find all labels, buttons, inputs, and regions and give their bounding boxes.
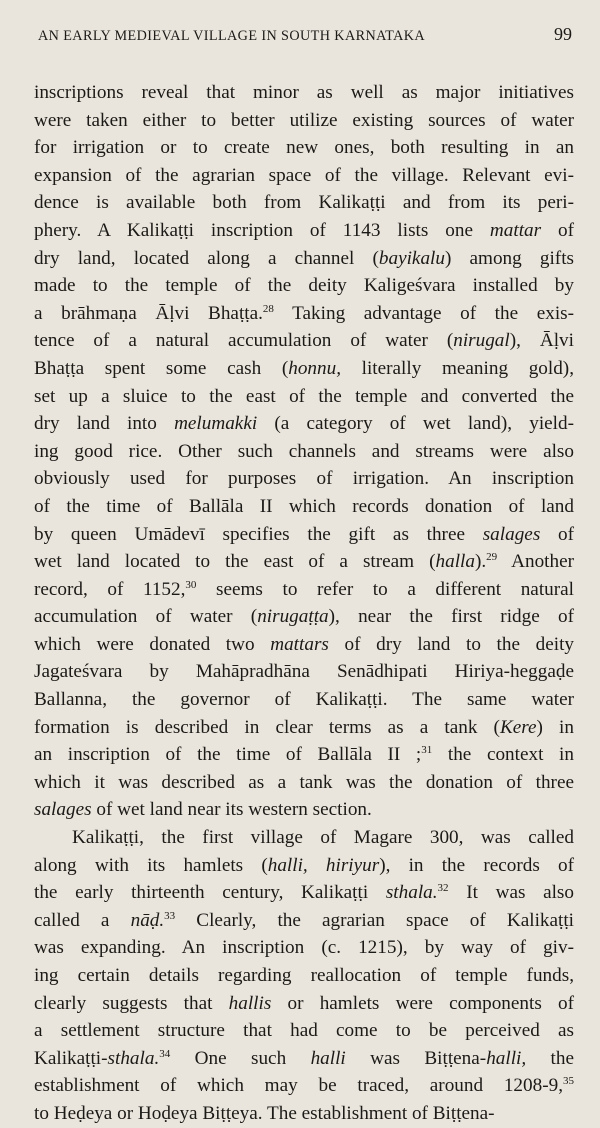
- text-run: ) in: [536, 716, 574, 738]
- footnote-ref: 35: [563, 1075, 574, 1088]
- text-line: [26, 879, 574, 907]
- text-run: for irrigation or to create new ones, both resulting in an: [34, 137, 574, 159]
- text-run: Jagateśvara by Mahāpradhāna Senādhipati Hiriya-heggaḍe: [34, 661, 574, 683]
- text-line: [26, 852, 574, 880]
- text-run: set up a sluice to the east of the temple and converted the: [34, 385, 574, 407]
- text-line: [26, 493, 574, 521]
- text-run: Another: [497, 551, 574, 573]
- text-line: [26, 934, 574, 962]
- text-line: [26, 824, 574, 852]
- text-run: Taking advantage of the exis-: [273, 302, 575, 324]
- running-title: AN EARLY MEDIEVAL VILLAGE IN SOUTH KARNATAKA: [38, 28, 426, 44]
- text-run: were taken either to better utilize existing sources of water: [34, 109, 574, 131]
- text-run: which it was described as a tank was the donation of three: [34, 771, 574, 793]
- text-line: [26, 1017, 574, 1045]
- text-run: a brāhmaṇa Āḷvi Bhaṭṭa.: [34, 302, 263, 324]
- text-run: or hamlets were components of: [271, 992, 575, 1014]
- text-run: Kalikaṭṭi, the first village of Magare 300, was called: [72, 827, 574, 849]
- text-line: [26, 907, 574, 935]
- text-run: by queen Umādevī specifies the gift as three: [34, 523, 483, 545]
- text-run: the early thirteenth century, Kalikaṭṭi: [34, 882, 386, 904]
- text-line: [26, 686, 574, 714]
- text-line: [26, 714, 574, 742]
- text-run: dry land into: [34, 413, 175, 435]
- text-line: [26, 410, 574, 438]
- text-run: of the time of Ballāla II which records donation of land: [34, 495, 574, 517]
- text-line: [26, 300, 574, 328]
- text-line: [26, 107, 574, 135]
- text-run: the context in: [432, 744, 574, 766]
- text-line: [26, 465, 574, 493]
- text-run: was Biṭṭena-: [345, 1047, 487, 1069]
- text-line: [26, 245, 574, 273]
- body-text: [26, 79, 574, 1128]
- running-header: [38, 24, 574, 45]
- text-run: ing certain details regarding reallocation of temple funds,: [34, 965, 574, 986]
- footnote-ref: 30: [185, 578, 197, 591]
- text-run: of: [541, 219, 575, 241]
- text-run: ) among gifts: [444, 247, 574, 269]
- text-run: an inscription of the time of Ballāla II ;: [34, 744, 422, 766]
- text-line: [26, 1045, 574, 1073]
- text-line: [26, 548, 574, 576]
- italic-term: salages: [482, 523, 541, 545]
- text-run: expansion of the agrarian space of the village. Relevant evi-: [34, 164, 574, 186]
- text-run: It was also: [448, 882, 574, 904]
- text-run: inscriptions reveal that minor as well as major initiatives: [34, 82, 574, 103]
- text-line: [26, 521, 574, 549]
- italic-term: sthala.: [107, 1047, 160, 1069]
- italic-term: bayikalu: [378, 247, 445, 269]
- italic-term: salages: [34, 799, 92, 821]
- text-line: [26, 1072, 574, 1100]
- text-line: [26, 217, 574, 245]
- text-line: [26, 134, 574, 162]
- footnote-ref: 33: [164, 909, 176, 922]
- text-run: ), in the records of: [379, 854, 574, 876]
- text-run: ), near the first ridge of: [328, 606, 574, 628]
- italic-term: halli,: [486, 1047, 527, 1069]
- text-run: was expanding. An inscription (c. 1215), by way of giv-: [34, 937, 574, 959]
- italic-term: halli, hiriyur: [267, 854, 380, 876]
- text-run: of: [540, 523, 574, 545]
- text-line: [26, 79, 574, 107]
- text-run: along with its hamlets (: [34, 854, 268, 876]
- text-run: dry land, located along a channel (: [34, 247, 379, 269]
- footnote-ref: 29: [486, 551, 498, 564]
- text-run: Bhaṭṭa spent some cash (: [34, 357, 289, 379]
- text-line: [26, 796, 574, 824]
- italic-term: halla: [435, 551, 475, 573]
- text-line: [26, 162, 574, 190]
- text-line: [26, 658, 574, 686]
- text-run: (a category of wet land), yield-: [257, 413, 574, 435]
- text-line: [26, 741, 574, 769]
- text-run: dence is available both from Kalikaṭṭi and from its peri-: [34, 192, 574, 214]
- text-line: [26, 327, 574, 355]
- text-line: [26, 576, 574, 604]
- footnote-ref: 34: [159, 1047, 171, 1060]
- text-run: to Heḍeya or Hoḍeya Biṭṭeya. The establishment of Biṭṭena-: [34, 1102, 495, 1124]
- text-run: obviously used for purposes of irrigation. An inscription: [34, 468, 574, 490]
- text-run: ing good rice. Other such channels and streams were also: [34, 440, 574, 462]
- italic-term: honnu,: [288, 357, 341, 379]
- text-run: a settlement structure that had come to be perceived as: [34, 1020, 574, 1042]
- text-run: wet land located to the east of a stream (: [34, 551, 436, 573]
- text-run: establishment of which may be traced, around 1208-9,: [34, 1075, 563, 1097]
- text-line: [26, 631, 574, 659]
- text-run: of dry land to the deity: [328, 633, 574, 655]
- text-run: accumulation of water (: [34, 606, 258, 628]
- text-run: phery. A Kalikaṭṭi inscription of 1143 lists one: [34, 219, 490, 241]
- text-line: [26, 272, 574, 300]
- italic-term: halli: [310, 1047, 346, 1069]
- text-run: of wet land near its western section.: [91, 799, 372, 821]
- italic-term: Kere: [499, 716, 537, 738]
- text-run: ), Āḷvi: [509, 330, 574, 352]
- text-run: the: [526, 1047, 575, 1069]
- text-line: [26, 355, 574, 383]
- text-run: One such: [170, 1047, 311, 1069]
- text-line: [26, 769, 574, 797]
- italic-term: nirugal: [453, 330, 510, 352]
- text-line: [26, 962, 574, 990]
- page-number: 99: [554, 24, 572, 44]
- text-line: [26, 990, 574, 1018]
- footnote-ref: 32: [437, 882, 449, 895]
- italic-term: mattars: [270, 633, 329, 655]
- text-run: seems to refer to a different natural: [196, 578, 574, 600]
- italic-term: sthala.: [385, 882, 438, 904]
- text-run: called a: [34, 909, 131, 931]
- text-run: record, of 1152,: [34, 578, 186, 600]
- italic-term: melumakki: [174, 413, 258, 435]
- text-line: [26, 438, 574, 466]
- text-run: tence of a natural accumulation of water (: [34, 330, 454, 352]
- text-run: clearly suggests that: [34, 992, 229, 1014]
- italic-term: nirugaṭṭa: [257, 606, 329, 628]
- footnote-ref: 28: [262, 302, 274, 315]
- italic-term: nāḍ.: [130, 909, 165, 931]
- text-run: Kalikaṭṭi-: [34, 1047, 108, 1069]
- text-run: Ballanna, the governor of Kalikaṭṭi. The same water: [34, 689, 574, 711]
- text-run: literally meaning gold),: [340, 357, 574, 379]
- text-run: made to the temple of the deity Kaligeśvara installed by: [34, 275, 574, 297]
- footnote-ref: 31: [421, 744, 433, 757]
- text-line: [26, 1100, 574, 1128]
- italic-term: hallis: [228, 992, 272, 1014]
- text-run: Clearly, the agrarian space of Kalikaṭṭi: [175, 909, 575, 931]
- text-line: [26, 603, 574, 631]
- text-run: which were donated two: [34, 633, 271, 655]
- text-run: ).: [474, 551, 487, 573]
- text-run: formation is described in clear terms as a tank (: [34, 716, 500, 738]
- text-line: [26, 383, 574, 411]
- text-line: [26, 189, 574, 217]
- italic-term: mattar: [489, 219, 542, 241]
